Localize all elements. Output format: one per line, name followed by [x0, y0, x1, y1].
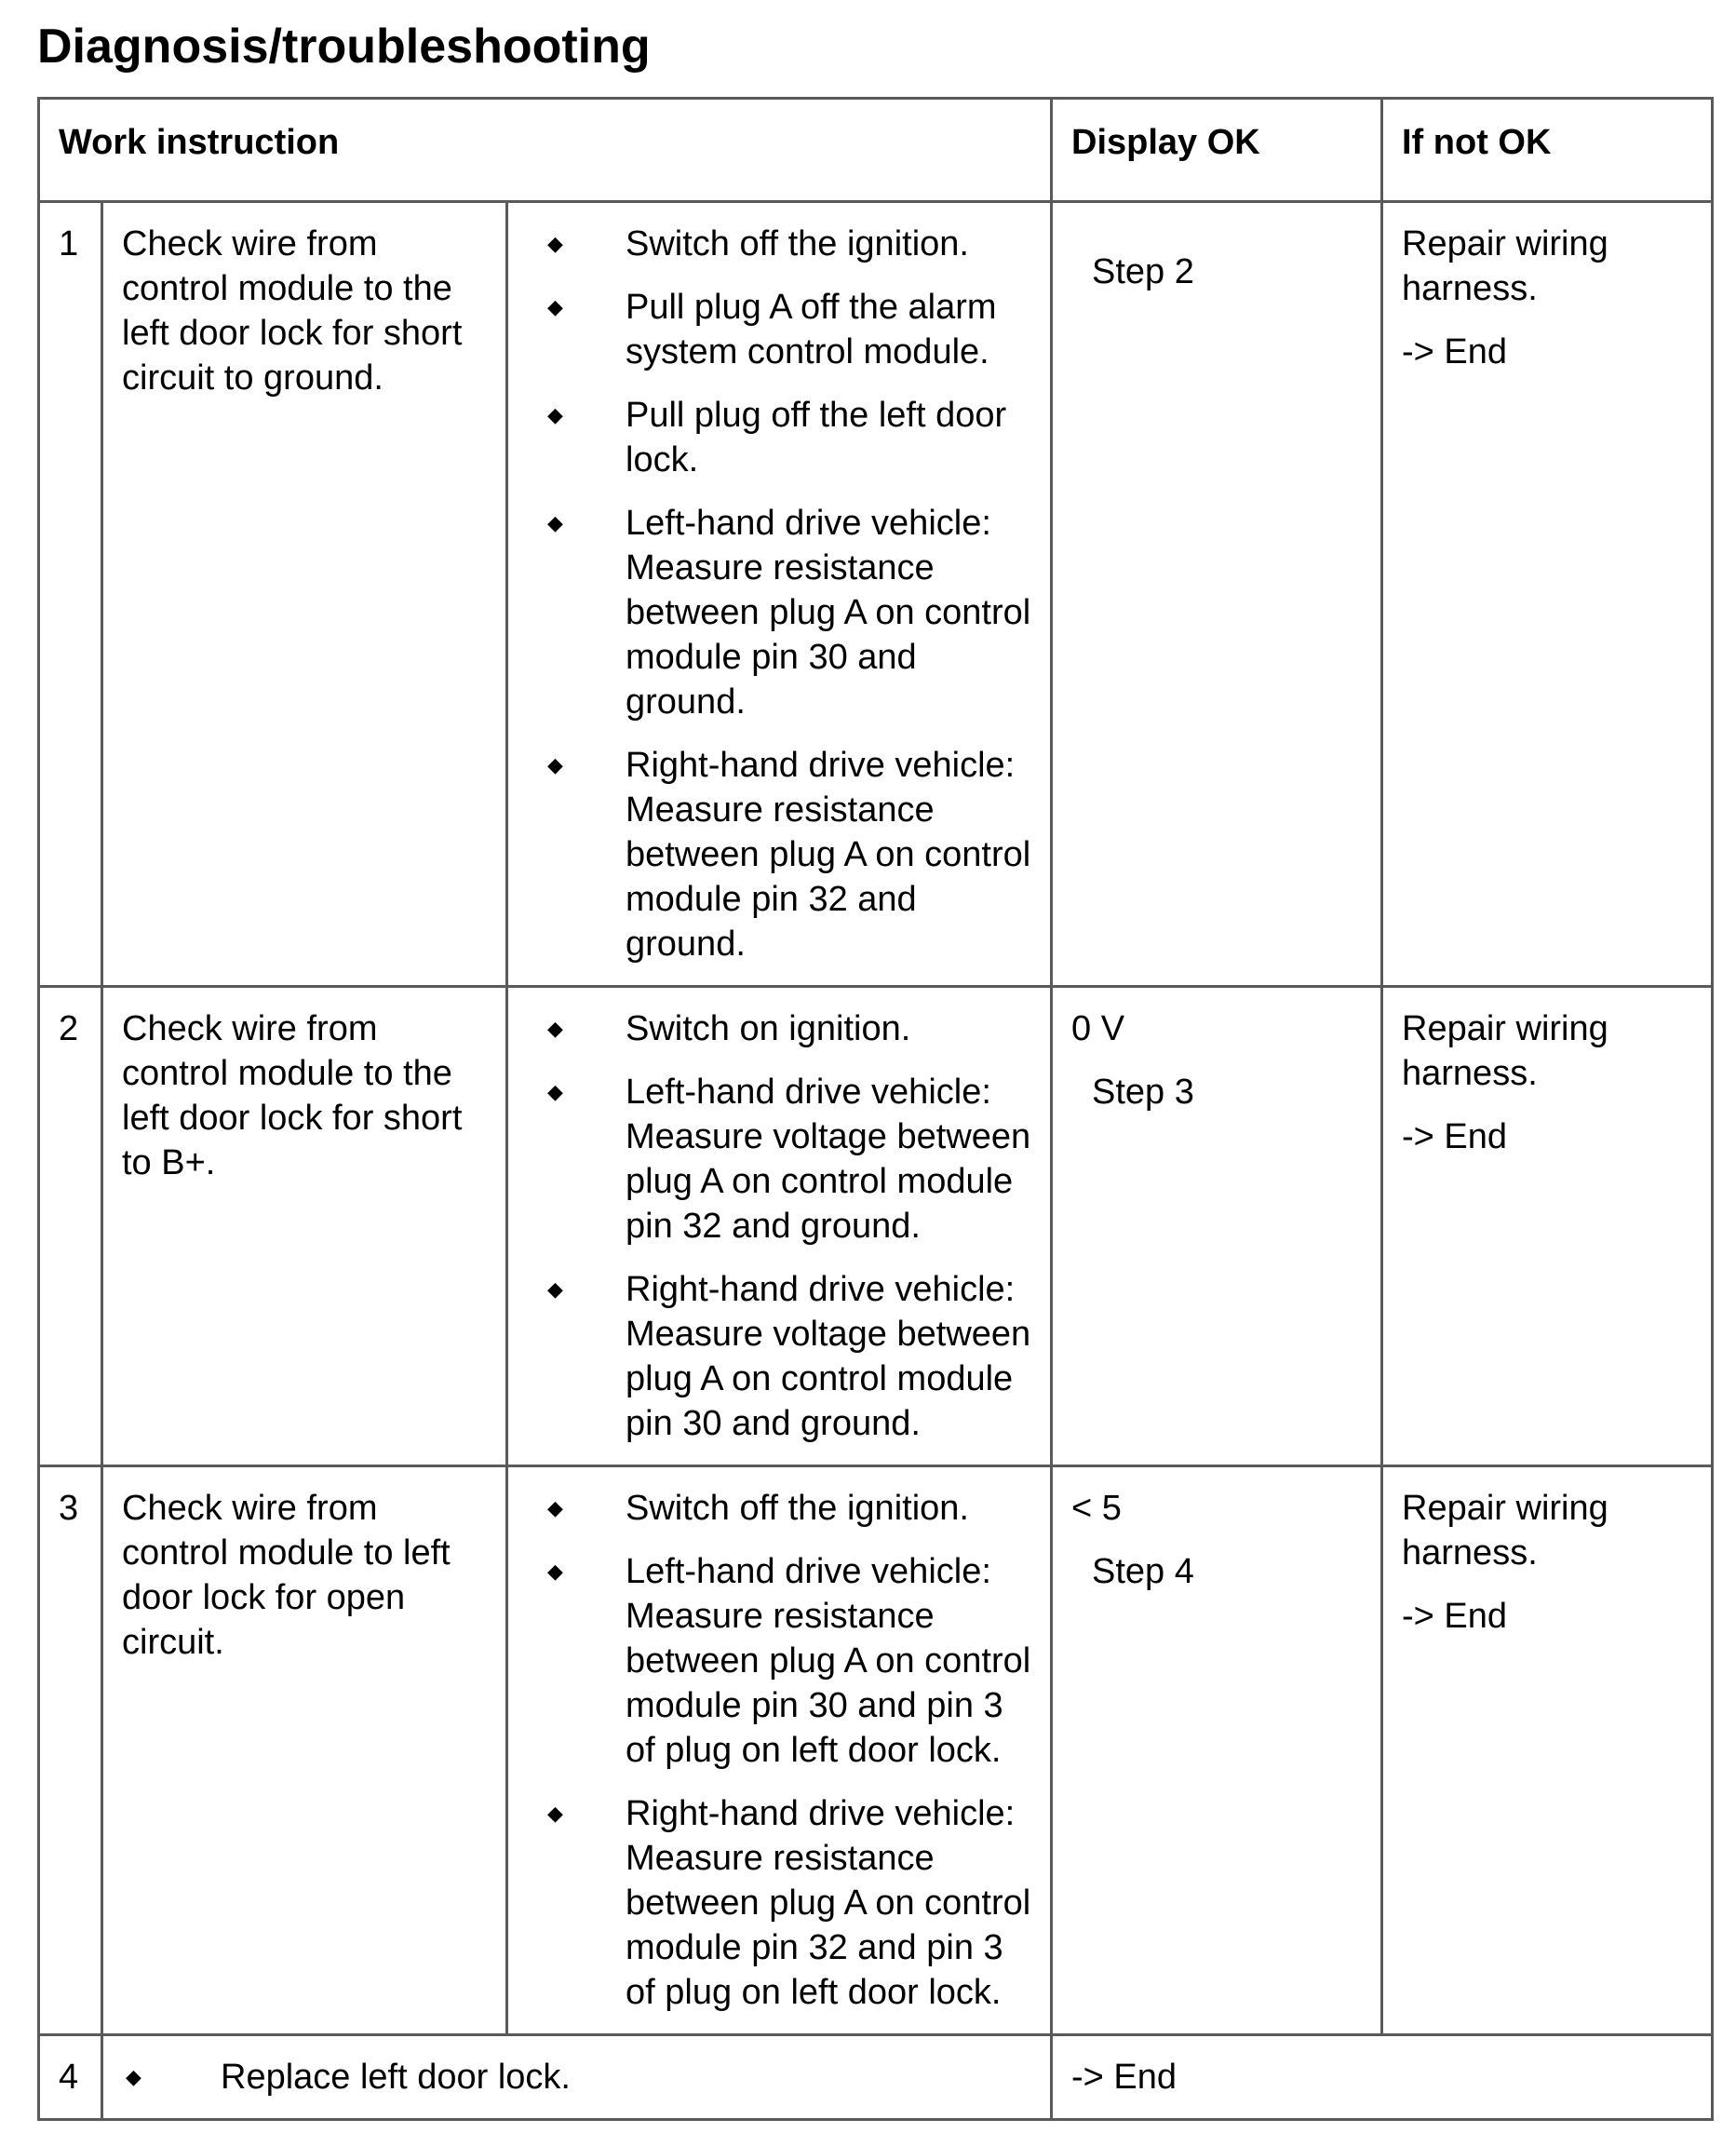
not-ok-next: -> End	[1402, 1117, 1508, 1156]
diamond-bullet-icon: ◆	[547, 1277, 563, 1301]
list-item	[527, 1267, 1031, 1446]
not-ok-action: Repair wiring harness.	[1402, 224, 1608, 308]
header-work-instruction: Work instruction	[39, 99, 1052, 202]
page-title: Diagnosis/troubleshooting	[37, 20, 651, 74]
list-item	[527, 1006, 1031, 1051]
instruction-list	[527, 1486, 1031, 2015]
display-ok-cell: -> End	[1052, 2035, 1713, 2120]
not-ok-next: -> End	[1402, 1597, 1508, 1636]
diamond-bullet-icon: ◆	[126, 2065, 141, 2088]
instruction-text: Left-hand drive vehicle: Measure voltage between plug A on control module pin 32 and ground.	[626, 1073, 1031, 1246]
diamond-bullet-icon: ◆	[547, 295, 563, 318]
instruction-text: Right-hand drive vehicle: Measure voltage between plug A on control module pin 30 and ground.	[626, 1270, 1031, 1443]
step-number: 3	[39, 1466, 102, 2035]
list-item	[527, 393, 1031, 482]
diamond-bullet-icon: ◆	[547, 511, 563, 534]
table-row	[39, 202, 1713, 987]
instruction-text: Right-hand drive vehicle: Measure resistance between plug A on control module pin 32 and pin 3 of plug on left door lock.	[626, 1794, 1031, 2012]
step-number: 1	[39, 202, 102, 987]
instruction-cell	[507, 1466, 1052, 2035]
instruction-text: Switch off the ignition.	[626, 1489, 969, 1528]
instruction-text: Left-hand drive vehicle: Measure resistance between plug A on control module pin 30 and ground.	[626, 504, 1031, 722]
diamond-bullet-icon: ◆	[547, 1496, 563, 1519]
header-row	[39, 99, 1713, 202]
list-item	[527, 222, 1031, 266]
instruction-list	[527, 222, 1031, 966]
header-if-not-ok: If not OK	[1382, 99, 1713, 202]
list-item	[122, 2055, 1031, 2099]
instruction-text: Pull plug off the left door lock.	[626, 396, 1007, 479]
list-item	[527, 743, 1031, 966]
list-item	[527, 285, 1031, 374]
instruction-text: Replace left door lock.	[221, 2058, 571, 2097]
list-item	[527, 1486, 1031, 1531]
check-description: Check wire from control module to left door lock for open circuit.	[102, 1466, 507, 2035]
not-ok-cell	[1382, 987, 1713, 1466]
instruction-cell	[507, 987, 1052, 1466]
table-row	[39, 1466, 1713, 2035]
diamond-bullet-icon: ◆	[547, 1802, 563, 1825]
not-ok-cell	[1382, 202, 1713, 987]
display-value: 0 V	[1071, 1009, 1125, 1048]
display-next-step: Step 3	[1092, 1073, 1194, 1112]
list-item	[527, 1549, 1031, 1773]
list-item	[527, 501, 1031, 724]
display-next-step: Step 2	[1092, 252, 1194, 291]
header-display-ok: Display OK	[1052, 99, 1382, 202]
instruction-text: Switch on ignition.	[626, 1009, 911, 1048]
diamond-bullet-icon: ◆	[547, 1017, 563, 1040]
step-number: 4	[39, 2035, 102, 2120]
instruction-text: Right-hand drive vehicle: Measure resistance between plug A on control module pin 32 and ground.	[626, 746, 1031, 964]
instruction-text: Left-hand drive vehicle: Measure resistance between plug A on control module pin 30 and pin 3 of plug on left door lock.	[626, 1552, 1031, 1770]
diamond-bullet-icon: ◆	[547, 1080, 563, 1103]
diamond-bullet-icon: ◆	[547, 403, 563, 426]
list-item	[527, 1070, 1031, 1249]
not-ok-cell	[1382, 1466, 1713, 2035]
instruction-text: Switch off the ignition.	[626, 224, 969, 263]
display-ok-cell	[1052, 987, 1382, 1466]
check-description: Check wire from control module to the left door lock for short to B+.	[102, 987, 507, 1466]
instruction-cell	[102, 2035, 1052, 2120]
step-number: 2	[39, 987, 102, 1466]
diamond-bullet-icon: ◆	[547, 232, 563, 255]
diamond-bullet-icon: ◆	[547, 753, 563, 776]
table-row	[39, 2035, 1713, 2120]
table-row	[39, 987, 1713, 1466]
list-item	[527, 1791, 1031, 2015]
instruction-text: Pull plug A off the alarm system control module.	[626, 288, 997, 371]
display-ok-cell	[1052, 202, 1382, 987]
check-description: Check wire from control module to the left door lock for short circuit to ground.	[102, 202, 507, 987]
diamond-bullet-icon: ◆	[547, 1559, 563, 1583]
instruction-cell	[507, 202, 1052, 987]
not-ok-next: -> End	[1402, 332, 1508, 371]
instruction-list	[122, 2055, 1031, 2099]
not-ok-action: Repair wiring harness.	[1402, 1009, 1608, 1093]
not-ok-action: Repair wiring harness.	[1402, 1489, 1608, 1573]
display-value: < 5	[1071, 1489, 1122, 1528]
instruction-list	[527, 1006, 1031, 1446]
diagnosis-table	[37, 97, 1714, 2121]
display-next-step: Step 4	[1092, 1552, 1194, 1591]
display-ok-cell	[1052, 1466, 1382, 2035]
